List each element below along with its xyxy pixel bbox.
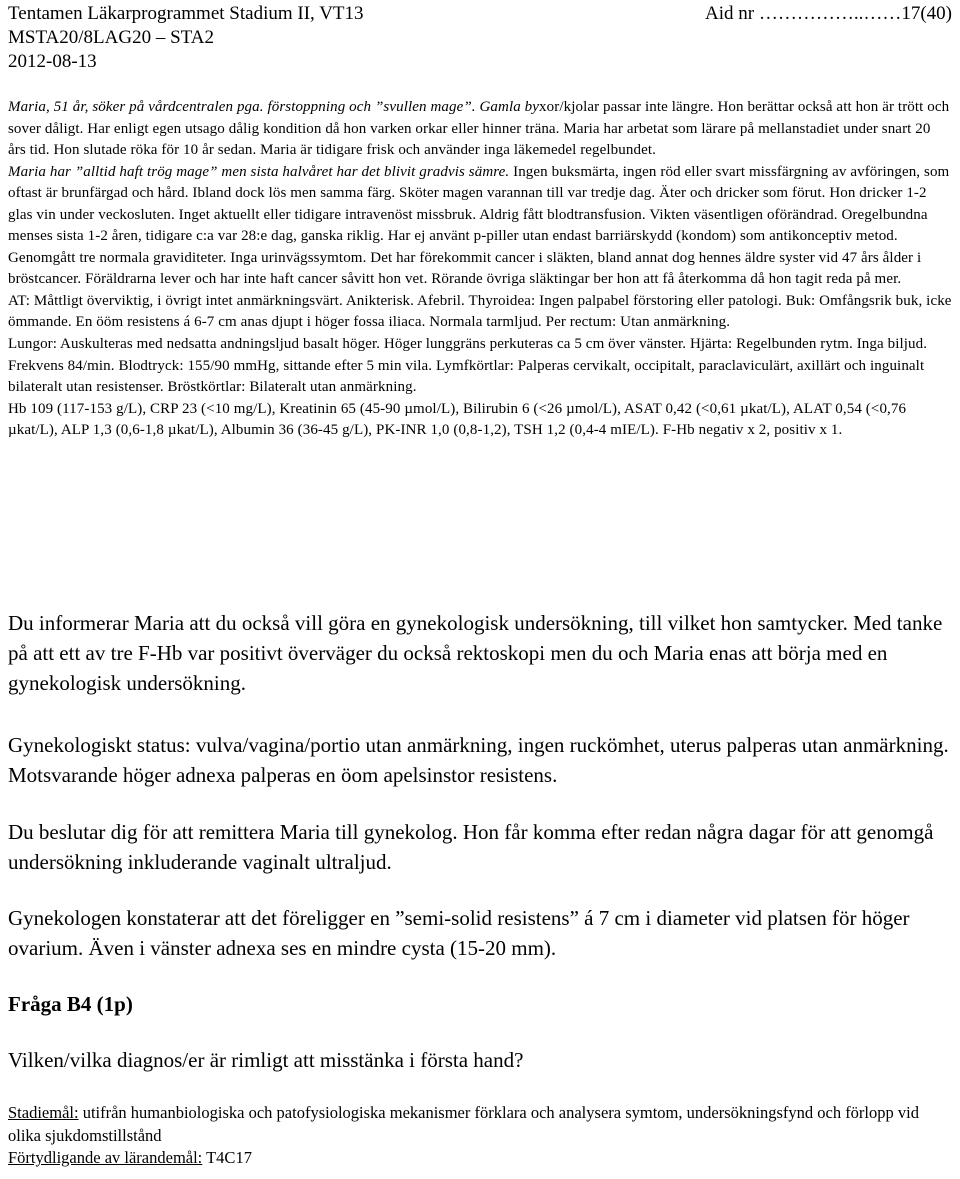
stage-goal (8, 1102, 952, 1147)
info-block-gyn-status-text: Gynekologiskt status: vulva/vagina/portio utan anmärkning, ingen ruckömhet, uterus palperas utan anmärkning. Motsvarande höger adnexa palperas en öom apelsinstor resistens. (8, 733, 949, 787)
question-label: Fråga B4 (1p) (8, 992, 133, 1016)
header-row-1 (8, 2, 952, 26)
header-row-3 (8, 50, 952, 74)
case-paragraph-labs: Hb 109 (117-153 g/L), CRP 23 (<10 mg/L), Kreatinin 65 (45-90 µmol/L), Bilirubin 6 (<26 µmol/L), ASAT 0,42 (<0,61 µkat/L), ALAT 0,54 (<0,76 µkat/L), ALP 1,3 (0,6-1,8 µkat/L), Albumin 36 (36-45 g/L), PK-INR 1,0 (0,8-1,2), TSH 1,2 (0,4-4 mIE/L). F-Hb negativ x 2, positiv x 1. (8, 400, 907, 439)
course-code: MSTA20/8LAG20 – STA2 (8, 27, 214, 48)
case-intro-italic: Maria, 51 år, söker på vårdcentralen pga. förstoppning och ”svullen mage”. Gamla by (8, 99, 540, 115)
header-row-2 (8, 26, 952, 50)
case-paragraph-intro (8, 97, 952, 162)
info-block-referral (8, 817, 952, 877)
info-block-referral-text: Du beslutar dig för att remittera Maria till gynekolog. Hon får komma efter redan några dagar för att genomgå undersökning inkluderande vaginalt ultraljud. (8, 820, 934, 874)
learning-goal (8, 1147, 952, 1170)
learning-goal-value: T4C17 (202, 1148, 252, 1167)
learning-goal-label: Förtydligande av lärandemål: (8, 1148, 203, 1167)
case-anamnesis-text: Ingen buksmärta, ingen röd eller svart missfärgning av avföringen, som oftast är brunfärgad och hård. Ibland dock lös men samma färg. Sköter magen varannan till var tredje dag. Äter och dricker som förut. Hon dricker 1-2 glas vin under veckosluten. Inget aktuellt eller tidigare intravenöst missbruk. Aldrig fått blodtransfusion. Vikten väsentligen oförändrad. Oregelbundna menses sista 1-2 åren, tidigare c:a var 28:e dag, ganska riklig. Har ej använt p-piller utan endast barriärskydd (kondom) som antikonceptiv metod. Genomgått tre normala graviditeter. Inga urinvägssymtom. Det har förekommit cancer i släkten, bland annat dog hennes äldre syster vid 47 års ålder i bröstcancer. Föräldrarna lever och har inte haft cancer såvitt hon vet. Rörande övriga släktingar ber hon att få återkomma då hon tagit reda på mer. (8, 163, 950, 288)
case-paragraph-anamnesis (8, 162, 952, 291)
stage-goal-text: utifrån humanbiologiska och patofysiologiska mekanismer förklara och analysera symtom, undersökningsfynd och förlopp vid olika sjukdomstillstånd (8, 1103, 919, 1145)
exam-title: Tentamen Läkarprogrammet Stadium II, VT13 (8, 3, 364, 24)
case-paragraph-status: AT: Måttligt överviktig, i övrigt intet anmärkningsvärt. Anikterisk. Afebril. Thyroidea: Ingen palpabel förstoring eller patologi. Buk: Omfångsrik buk, icke ömmande. En ööm resistens á 6-7 cm anas djupt i höger fossa iliaca. Normala tarmljud. Per rectum: Utan anmärkning. (8, 292, 952, 331)
case-anamnesis-italic: Maria har ”alltid haft trög mage” men sista halvåret har det blivit gradvis sämre. (8, 163, 510, 180)
info-block-gyn-findings-text: Gynekologen konstaterar att det föreligger en ”semi-solid resistens” á 7 cm i diameter vid platsen för höger ovarium. Även i vänster adnexa ses en mindre cysta (15-20 mm). (8, 906, 910, 960)
page-header (8, 2, 952, 74)
question-text: Vilken/vilka diagnos/er är rimligt att misstänka i första hand? (8, 1048, 524, 1072)
case-history (8, 97, 952, 442)
aid-number: Aid nr ……………..……17(40) (705, 3, 952, 24)
exam-date: 2012-08-13 (8, 51, 97, 72)
case-paragraph-lungs-heart: Lungor: Auskulteras med nedsatta andningsljud basalt höger. Höger lunggräns perkuteras ca 5 cm över vänster. Hjärta: Regelbunden rytm. Inga biljud. Frekvens 84/min. Blodtryck: 155/90 mmHg, sittande efter 5 min vila. Lymfkörtlar: Palperas cervikalt, occipitalt, paraclaviculärt, axillärt och inguinalt bilateralt utan resistenser. Bröstkörtlar: Bilateralt utan anmärkning. (8, 336, 928, 396)
info-block-gyn-exam (8, 608, 952, 698)
case-intro-text: xor/kjolar passar inte längre. Hon berättar också att hon är trött och sover dåligt. Har enligt egen utsago dålig kondition då hon varken orkar eller hinner träna. Maria har arbetat som lärare på mellanstadiet under snart 20 års tid. Hon slutade röka för 10 år sedan. Maria är tidigare frisk och använder inga läkemedel regelbundet. (8, 99, 950, 159)
info-block-gyn-findings (8, 903, 952, 963)
info-block-gyn-exam-text: Du informerar Maria att du också vill göra en gynekologisk undersökning, till vilket hon samtycker. Med tanke på att ett av tre F-Hb var positivt överväger du också rektoskopi men du och Maria enas att börja med en gynekologisk undersökning. (8, 611, 943, 695)
stage-goal-label: Stadiemål: (8, 1103, 79, 1122)
learning-goals (8, 1102, 952, 1170)
info-block-gyn-status (8, 730, 952, 790)
